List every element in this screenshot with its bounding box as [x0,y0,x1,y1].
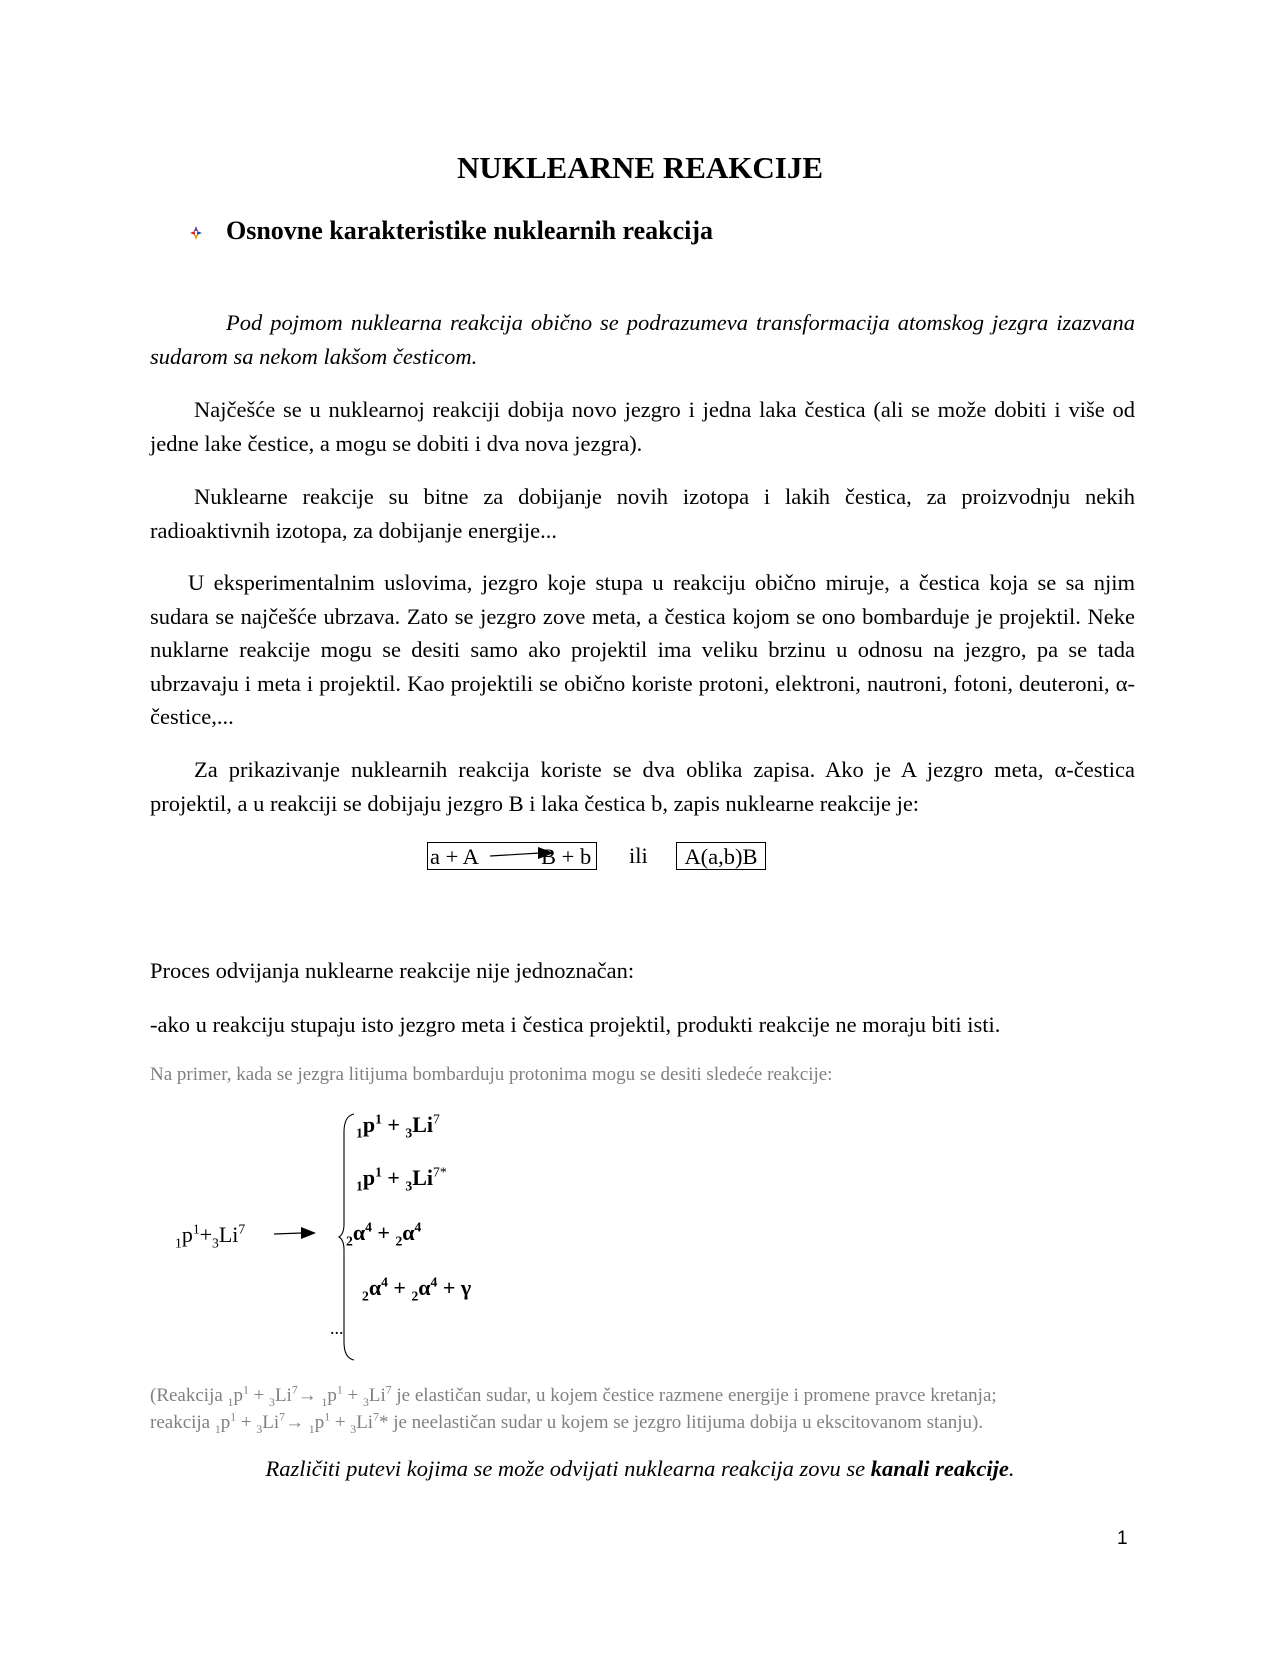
product-excited: $_1p^1 + _3Li^{7*}$ [356,1164,447,1194]
page-title: NUKLEARNE REAKCIJE [456,150,824,185]
reaction-formula-box: a + A B + b [427,842,597,870]
process-point: -ako u reakciju stupaju isto jezgro meta i čestica projektil, produkti reakcije ne moraju biti isti. [150,1012,1001,1037]
conclusion: Različiti putevi kojima se može odvijati nuklearna reakcija zovu se kanali reakcije. [265,1456,1015,1481]
note-line-2: reakcija $_1p^1 + _3Li^7\to _1p^1 + _3Li^7*$ je neelastičan sudar u kojem se jezgro litijuma dobija u ekscitovanom stanju). [150,1410,984,1436]
paragraph-3: U eksperimentalnim uslovima, jezgro koje stupa u reakciju obično miruje, a čestica koja se sa njim sudara se najčešće ubrzava. Zato se jezgro zove meta, a čestica kojom se ono bombarduje je projektil. Neke nuklarne reakcije mogu se desiti samo ako projektil ima veliku brzinu u odnosu na jezgro, pa se tada ubrzavaju i meta i projektil. Kao projektili se obično koriste protoni, elektroni, nautroni, fotoni, deuteroni, α-čestice,... [150,570,1135,729]
short-form-box: A(a,b)B [676,842,766,870]
product-two-alpha: $_2\alpha^4 + _2\alpha^4$ [346,1219,422,1249]
section-heading: Osnovne karakteristike nuklearnih reakcija [226,216,714,245]
example-intro: Na primer, kada se jezgra litijuma bombarduju protonima mogu se desiti sledeće reakcije: [150,1064,833,1085]
product-two-alpha-gamma: $_2\alpha^4 + _2\alpha^4 + \gamma$ [362,1274,472,1304]
definition-paragraph: Pod pojmom nuklearna reakcija obično se podrazumeva transformacija atomskog jezgra izazvana sudarom sa nekom lakšom česticom. [150,310,1135,369]
paragraph-4: Za prikazivanje nuklearnih reakcija koriste se dva oblika zapisa. Ako je A jezgro meta, α-čestica projektil, a u reakciji se dobijaju jezgro B i laka čestica b, zapis nuklearne reakcije je: [150,757,1135,816]
ellipsis: ... [330,1318,344,1338]
page-number: 1 [1117,1528,1128,1549]
bullet-icon [188,225,204,241]
product-elastic: $_1p^1 + _3Li^7$ [356,1111,440,1141]
reactant-formula: $_1p^1+_3Li^7$ [175,1221,246,1251]
paragraph-1: Najčešće se u nuklearnoj reakciji dobija novo jezgro i jedna laka čestica (ali se može dobiti i više od jedne lake čestice, a mogu se dobiti i dva nova jezgra). [150,397,1135,456]
paragraph-2: Nuklearne reakcije su bitne za dobijanje novih izotopa i lakih čestica, za proizvodnju nekih radioaktivnih izotopa, za dobijanje energije... [150,484,1135,543]
arrow-icon [272,1224,318,1242]
formula-connector: ili [629,843,648,868]
process-intro: Proces odvijanja nuklearne reakcije nije jednoznačan: [150,958,635,983]
note-line-1: (Reakcija $_1p^1 + _3Li^7\to _1p^1 + _3Li^7$ je elastičan sudar, u kojem čestice razmene energije i promene pravce kretanja; [150,1383,997,1409]
